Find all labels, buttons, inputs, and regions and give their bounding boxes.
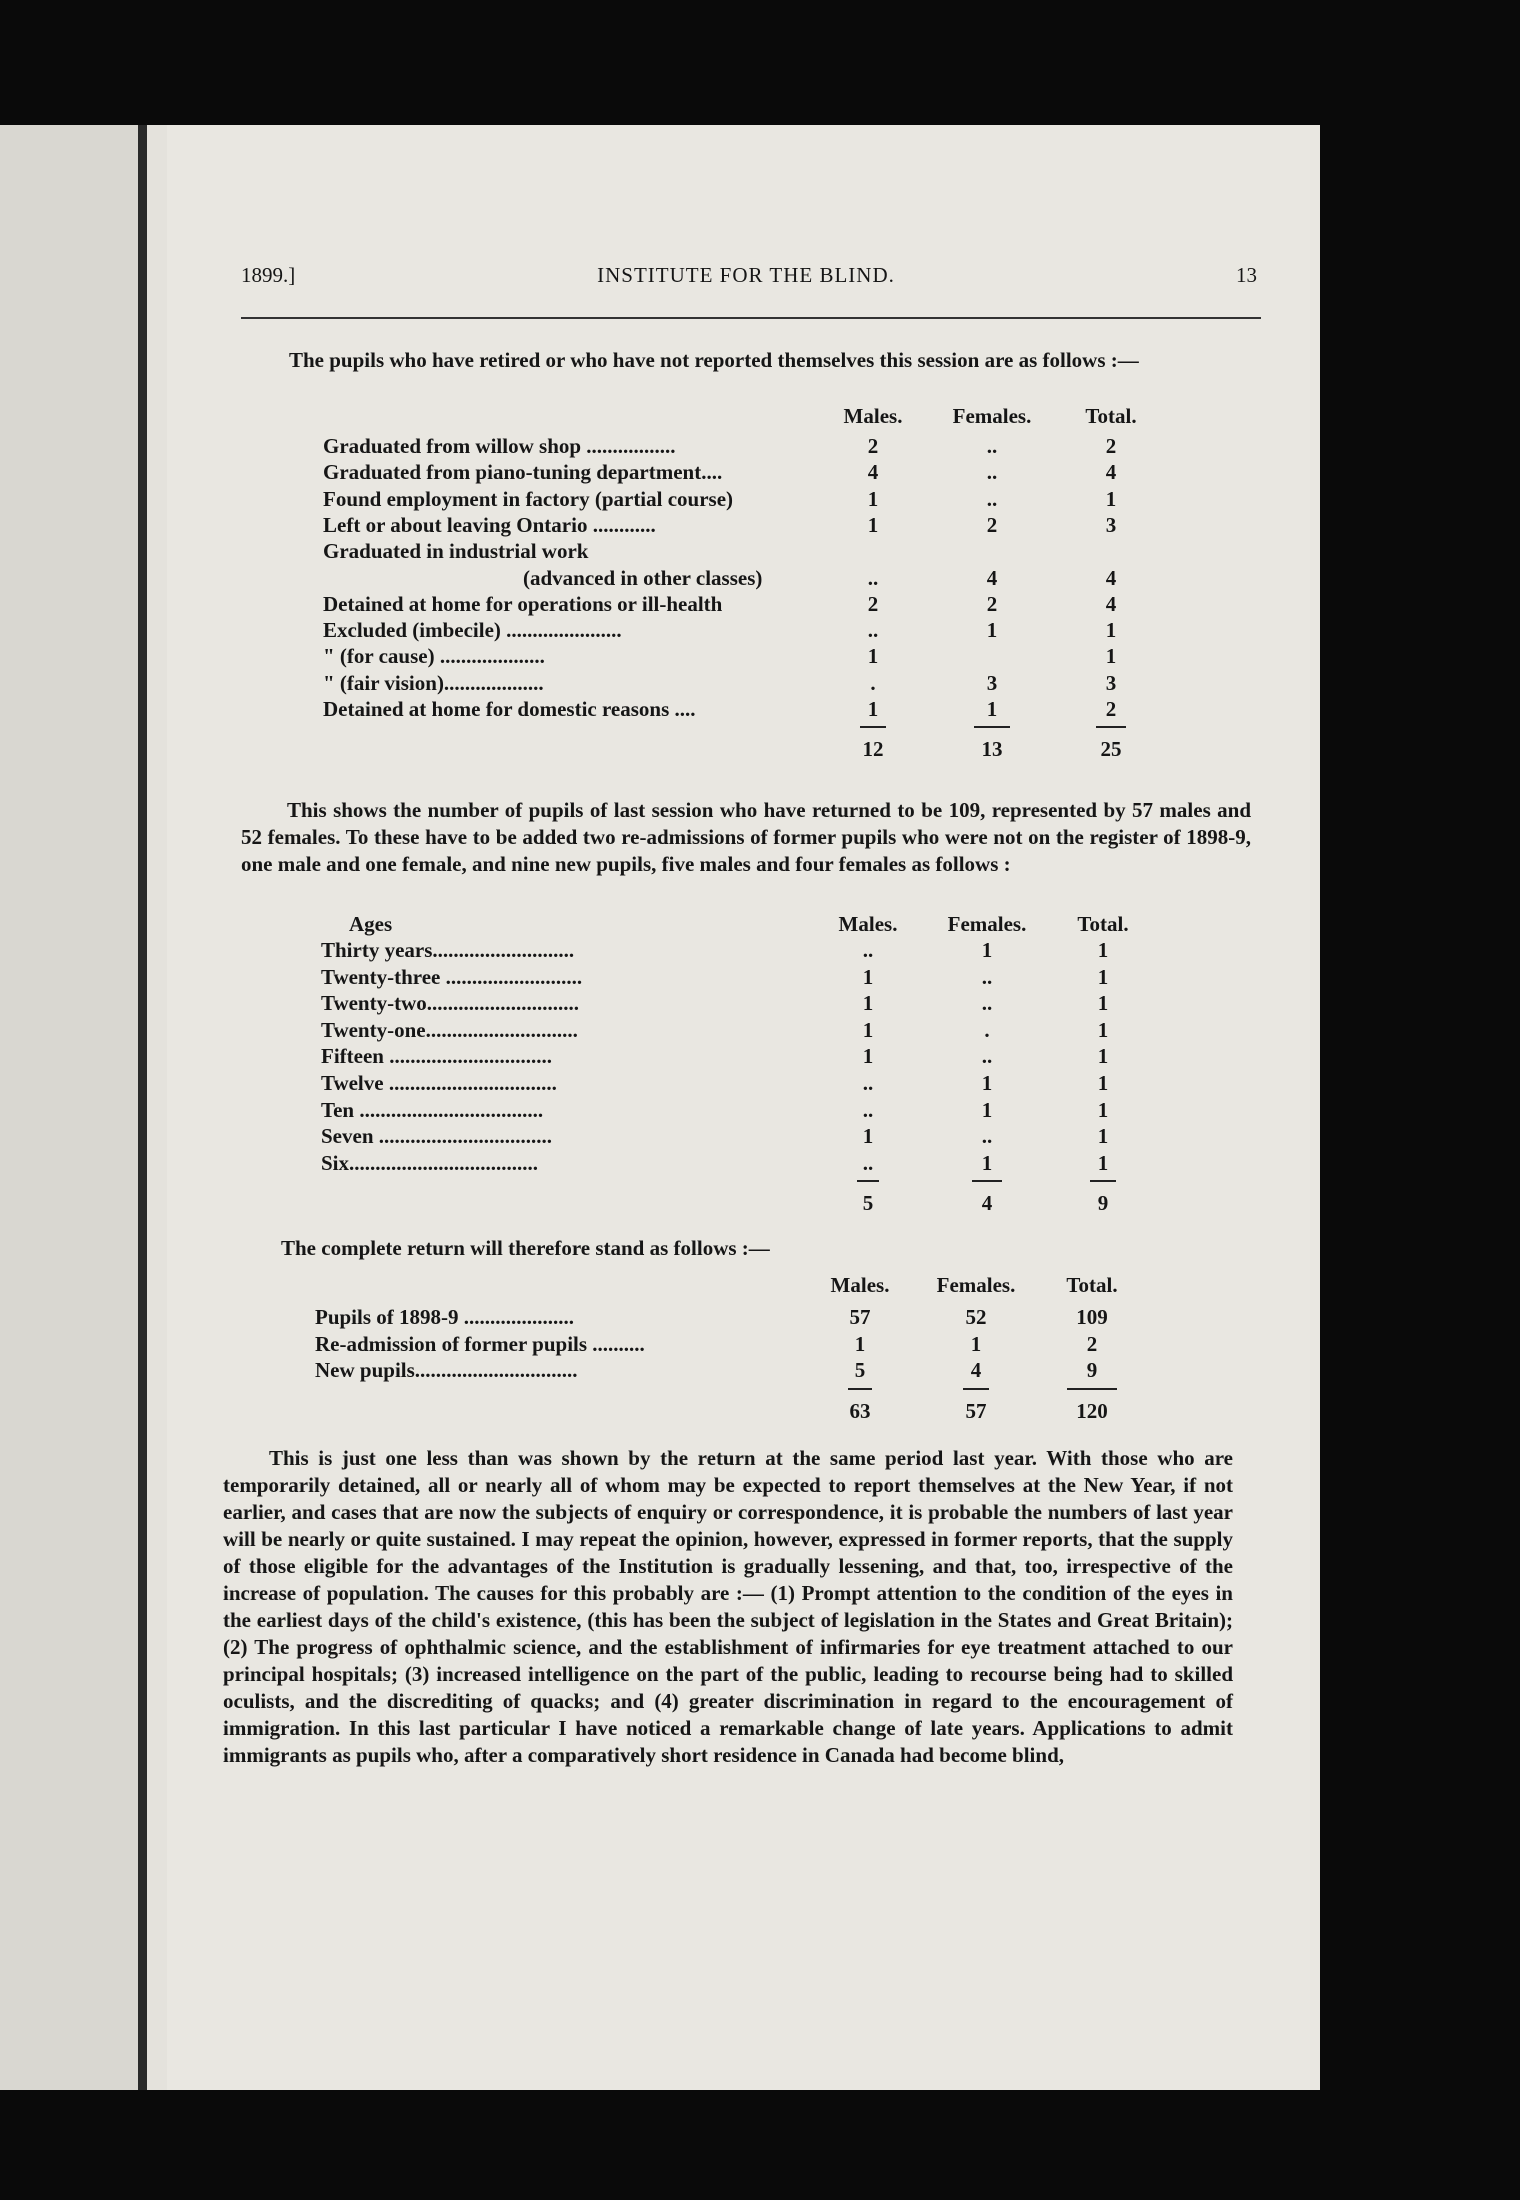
cell-total: 1 [1097,1071,1109,1095]
cell-females: 1 [981,1150,993,1175]
cell-males: 1 [862,991,874,1016]
column-header: Females. [947,912,1027,936]
table-row [323,670,1203,696]
paragraph-text: This shows the number of pupils of last session who have returned to be 109, represented by 57 males and 52 females. To these have to be added two re-admissions of former pupils who were not on the register of 1898-9, one male and one female, and nine new pupils, five males and four females as follows : [241,798,1251,876]
paragraph-closing [223,1445,1233,1769]
cell-males: . [870,670,876,695]
row-label: Graduated from willow shop ................. [323,434,676,458]
cell-males: 2 [867,434,879,458]
column-header: Males. [838,912,898,936]
row-label: Pupils of 1898-9 ..................... [315,1305,575,1329]
cell-females: . [984,1017,990,1042]
row-label: Six.................................... [321,1150,539,1175]
cell-total: 3 [1105,670,1117,695]
cell-females: 1 [986,618,998,643]
cell-total: 1 [1097,1044,1109,1069]
table-row [323,512,1203,538]
cell-total: 2 [1105,697,1117,721]
column-header: Males. [843,404,903,428]
cell-females: 4 [970,1358,982,1382]
cell-males: .. [862,938,874,962]
total-females: 4 [981,1191,993,1216]
cell-total: 1 [1097,1097,1109,1122]
table-row [323,591,1203,617]
total-females: 13 [981,737,1003,762]
cell-total: 1 [1105,644,1117,669]
cell-total: 1 [1097,1124,1109,1149]
cell-total: 1 [1097,991,1109,1016]
total-males: 5 [862,1191,874,1216]
cell-females: 1 [970,1331,982,1356]
cell-females: .. [981,991,993,1016]
row-label: " (fair vision)................... [323,670,544,695]
row-label: Seven ................................. [321,1124,552,1149]
total-total: 9 [1097,1191,1109,1216]
row-label: Ten ................................... [321,1097,544,1122]
cell-females: .. [986,460,998,485]
table-header-row [323,403,1203,429]
table-header-row [315,1272,1195,1298]
table-row [321,964,1201,990]
table-row [321,1123,1201,1149]
cell-males: 1 [867,644,879,669]
cell-total: 2 [1105,434,1117,458]
total-males: 12 [862,737,884,762]
cell-males: 1 [862,1017,874,1042]
table-row [321,937,1201,963]
row-label: Twenty-one............................. [321,1017,578,1042]
paragraph-text: This is just one less than was shown by the return at the same period last year. With those who are temporarily detained, all or nearly all of whom may be expected to report themselves at the New Year, if not earlier, and cases that are now the subjects of enquiry or correspondence, it is probable the numbers of last year will be nearly or quite sustained. I may repeat the opinion, however, expressed in former reports, that the supply of those eligible for the advantages of the Institution is gradually lessening, and that, too, irrespective of the increase of population. The causes for this probably are :— (1) Prompt attention to the condition of the eyes in the earliest days of the child's existence, (this has been the subject of legislation in the States and Great Britain); (2) The progress of ophthalmic science, and the establishment of infirmaries for eye treatment attached to our principal hospitals; (3) increased intelligence on the part of the public, leading to recourse being had to skilled oculists, and the discrediting of quacks; and (4) greater discrimination in regard to the encouragement of immigration. In this last particular I have noticed a remarkable change of late years. Applications to admit immigrants as pupils who, after a comparatively short residence in Canada had become blind, [223,1446,1233,1767]
column-header: Total. [1085,404,1137,428]
cell-males: .. [862,1097,874,1122]
cell-males: 1 [862,1044,874,1069]
table-row [321,1043,1201,1069]
cell-total: 1 [1097,964,1109,989]
cell-females: 2 [986,512,998,537]
sum-rule [974,726,1010,728]
total-total: 120 [1076,1398,1108,1423]
cell-females: .. [981,1044,993,1069]
header-title: INSTITUTE FOR THE BLIND. [597,263,895,287]
cell-total: 9 [1086,1358,1098,1382]
cell-males: 57 [849,1305,871,1329]
column-header: Total. [1077,912,1129,936]
row-label: Graduated from piano-tuning department.... [323,460,723,485]
table-row [323,643,1203,669]
paragraph-intro-retired [243,347,1253,374]
row-label: Detained at home for operations or ill-health [323,591,723,616]
total-females: 57 [965,1398,987,1423]
table-row [321,990,1201,1016]
cell-males: .. [867,565,879,590]
header-rule [241,317,1261,319]
cell-males: .. [862,1071,874,1095]
cell-females: 52 [965,1305,987,1329]
row-label: Twelve ................................ [321,1071,557,1095]
cell-total: 1 [1097,1150,1109,1175]
table-row [323,433,1203,459]
cell-males: 1 [867,486,879,511]
cell-females: 1 [981,1071,993,1095]
cell-females: 2 [986,591,998,616]
cell-males: 1 [862,1124,874,1149]
table-row [315,1331,1195,1357]
table-total-row [315,1398,1195,1424]
row-label: Detained at home for domestic reasons .... [323,697,696,721]
sum-rule [848,1388,872,1390]
cell-males: .. [867,618,879,643]
cell-total: 1 [1097,938,1109,962]
page-spine [138,125,147,2090]
sum-rule [963,1388,989,1390]
sum-rule [972,1180,1002,1182]
table-row [321,1097,1201,1123]
row-label: Left or about leaving Ontario ............ [323,512,656,537]
table-row [323,459,1203,485]
paragraph-text: The complete return will therefore stand as follows :— [281,1236,770,1260]
paragraph-text: The pupils who have retired or who have not reported themselves this session are as follows :— [289,348,1139,372]
row-label: Re-admission of former pupils .......... [315,1331,645,1356]
cell-males: 4 [867,460,879,485]
column-header: Females. [952,404,1032,428]
cell-females: 1 [981,938,993,962]
row-label: Fifteen ............................... [321,1044,552,1069]
cell-males: 1 [867,697,879,721]
sum-rule [857,1180,879,1182]
running-header [241,263,1257,293]
cell-total: 1 [1097,1017,1109,1042]
cell-males: .. [862,1150,874,1175]
cell-males: 2 [867,591,879,616]
sum-rule [1067,1388,1117,1390]
row-label: " (for cause) .................... [323,644,545,669]
column-header: Females. [936,1273,1016,1297]
row-label: Found employment in factory (partial course) [323,486,734,511]
cell-total: 109 [1076,1305,1108,1329]
header-year: 1899.] [241,263,296,287]
sum-rule [860,726,886,728]
cell-total: 2 [1086,1331,1098,1356]
cell-females: .. [981,964,993,989]
table-row [321,1017,1201,1043]
table-total-row [321,1190,1201,1216]
row-label: Twenty-two............................. [321,991,580,1016]
column-header: Males. [830,1273,890,1297]
row-label: Graduated in industrial work [323,539,589,564]
cell-total: 1 [1105,618,1117,643]
table-row [323,538,1203,564]
column-header-label: Ages [349,912,393,936]
total-males: 63 [849,1398,871,1423]
row-label: Thirty years........................... [321,938,575,962]
cell-total: 4 [1105,460,1117,485]
column-header: Total. [1066,1273,1118,1297]
cell-females: .. [986,434,998,458]
total-total: 25 [1100,737,1122,762]
table-row [323,617,1203,643]
cell-males: 1 [854,1331,866,1356]
table-row [321,1150,1201,1176]
cell-total: 4 [1105,565,1117,590]
table-header-row [321,911,1201,937]
table-row [323,486,1203,512]
facing-page-edge [0,125,138,2090]
table-row [315,1304,1195,1330]
sum-rule [1096,726,1126,728]
cell-total: 3 [1105,512,1117,537]
cell-total: 4 [1105,591,1117,616]
sum-rule [1090,1180,1116,1182]
table-row [315,1357,1195,1383]
cell-females: 4 [986,565,998,590]
page-number: 13 [1236,263,1257,287]
paragraph-complete-return [235,1235,1245,1262]
page-gutter [147,125,167,2090]
cell-total: 1 [1105,486,1117,511]
table-row [323,565,1203,591]
cell-males: 1 [862,964,874,989]
document-page [167,125,1320,2090]
cell-females: .. [986,486,998,511]
cell-males: 5 [854,1358,866,1382]
row-label: Excluded (imbecile) ...................... [323,618,622,643]
cell-females: 1 [986,697,998,721]
paragraph-returned-pupils [241,797,1251,878]
table-row [321,1070,1201,1096]
cell-females: 1 [981,1097,993,1122]
table-total-row [323,736,1203,762]
row-label: New pupils............................... [315,1358,578,1382]
cell-males: 1 [867,512,879,537]
row-label: (advanced in other classes) [523,565,763,590]
cell-females: 3 [986,670,998,695]
row-label: Twenty-three .......................... [321,964,583,989]
cell-females: .. [981,1124,993,1149]
table-row [323,696,1203,722]
